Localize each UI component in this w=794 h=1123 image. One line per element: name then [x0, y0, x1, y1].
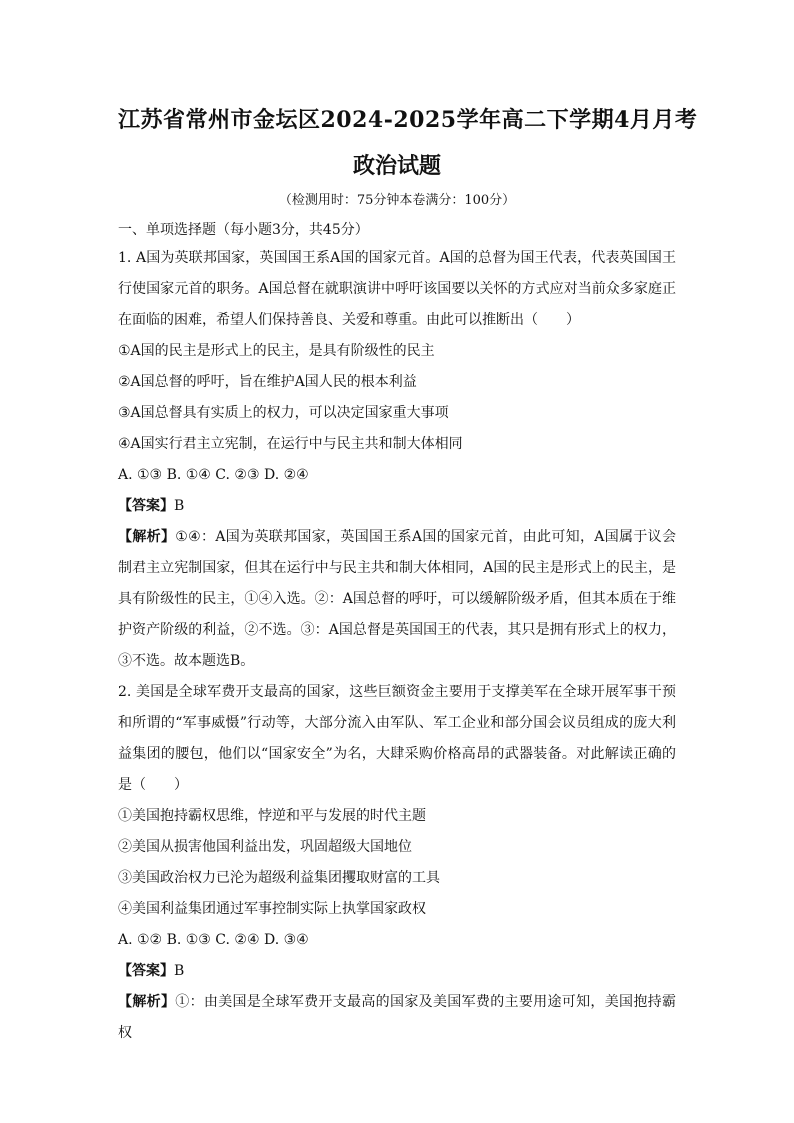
option-item: ②美国从损害他国利益出发，巩固超级大国地位: [118, 839, 412, 855]
question-2: [118, 677, 676, 1049]
question-stem: 2. 美国是全球军费开支最高的国家，这些巨额资金主要用于支撑美军在全球开展军事干预和所谓的“军事威慑”行动等，大部分流入由军队、军工企业和部分国会议员组成的庞大利益集团的腰包，他们以“国家安全”为名，大肆采购价格高昂的武器装备。对此解读正确的是（ ）: [118, 684, 676, 793]
answer-choices: A. ①② B. ①③ C. ②④ D. ③④: [118, 932, 309, 948]
option-item: ④美国利益集团通过军事控制实际上执掌国家政权: [118, 901, 426, 917]
answer-value: B: [174, 498, 185, 514]
analysis-block: [118, 987, 676, 1049]
page-title: 江苏省常州市金坛区2024-2025学年高二下学期4月月考: [118, 107, 698, 133]
analysis-text: ①：由美国是全球军费开支最高的国家及美国军费的主要用途可知，美国抱持霸权: [118, 994, 677, 1041]
analysis-text: ①④：A国为英联邦国家，英国国王系A国的国家元首，由此可知，A国属于议会制君主立宪制国家，但其在运行中与民主共和制大体相同，A国的民主是形式上的民主，是具有阶级性的民主，①④入选。②：A国总督的呼吁，可以缓解阶级矛盾，但其本质在于维护资产阶级的利益，②不选。③：A国总督是英国国王的代表，其只是拥有形式上的权力，③不选。故本题选B。: [118, 529, 677, 669]
answer-value: B: [174, 963, 185, 979]
option-item: ③A国总督具有实质上的权力，可以决定国家重大事项: [118, 405, 449, 421]
analysis-label: 【解析】: [118, 994, 176, 1010]
answer-line: [118, 491, 676, 522]
answer-label: 【答案】: [118, 498, 174, 514]
page-subtitle: 政治试题: [352, 153, 441, 179]
exam-meta: （检测用时：75分钟本卷满分：100分）: [278, 193, 516, 208]
analysis-block: [118, 522, 676, 677]
section-heading: 一、单项选择题（每小题3分，共45分）: [118, 222, 369, 238]
question-1: [118, 243, 676, 677]
option-item: ②A国总督的呼吁，旨在维护A国人民的根本利益: [118, 374, 417, 390]
option-item: ①A国的民主是形式上的民主，是具有阶级性的民主: [118, 343, 435, 359]
option-item: ③美国政治权力已沦为超级利益集团攫取财富的工具: [118, 870, 440, 886]
analysis-label: 【解析】: [118, 529, 176, 545]
answer-line: [118, 956, 676, 987]
answer-choices: A. ①③ B. ①④ C. ②③ D. ②④: [118, 467, 309, 483]
answer-label: 【答案】: [118, 963, 174, 979]
option-item: ④A国实行君主立宪制，在运行中与民主共和制大体相同: [118, 436, 463, 452]
option-item: ①美国抱持霸权思维，悖逆和平与发展的时代主题: [118, 808, 426, 824]
question-stem: 1. A国为英联邦国家，英国国王系A国的国家元首。A国的总督为国王代表，代表英国国王行使国家元首的职务。A国总督在就职演讲中呼吁该国要以关怀的方式应对当前众多家庭正在面临的困难，希望人们保持善良、关爱和尊重。由此可以推断出（ ）: [118, 250, 676, 328]
